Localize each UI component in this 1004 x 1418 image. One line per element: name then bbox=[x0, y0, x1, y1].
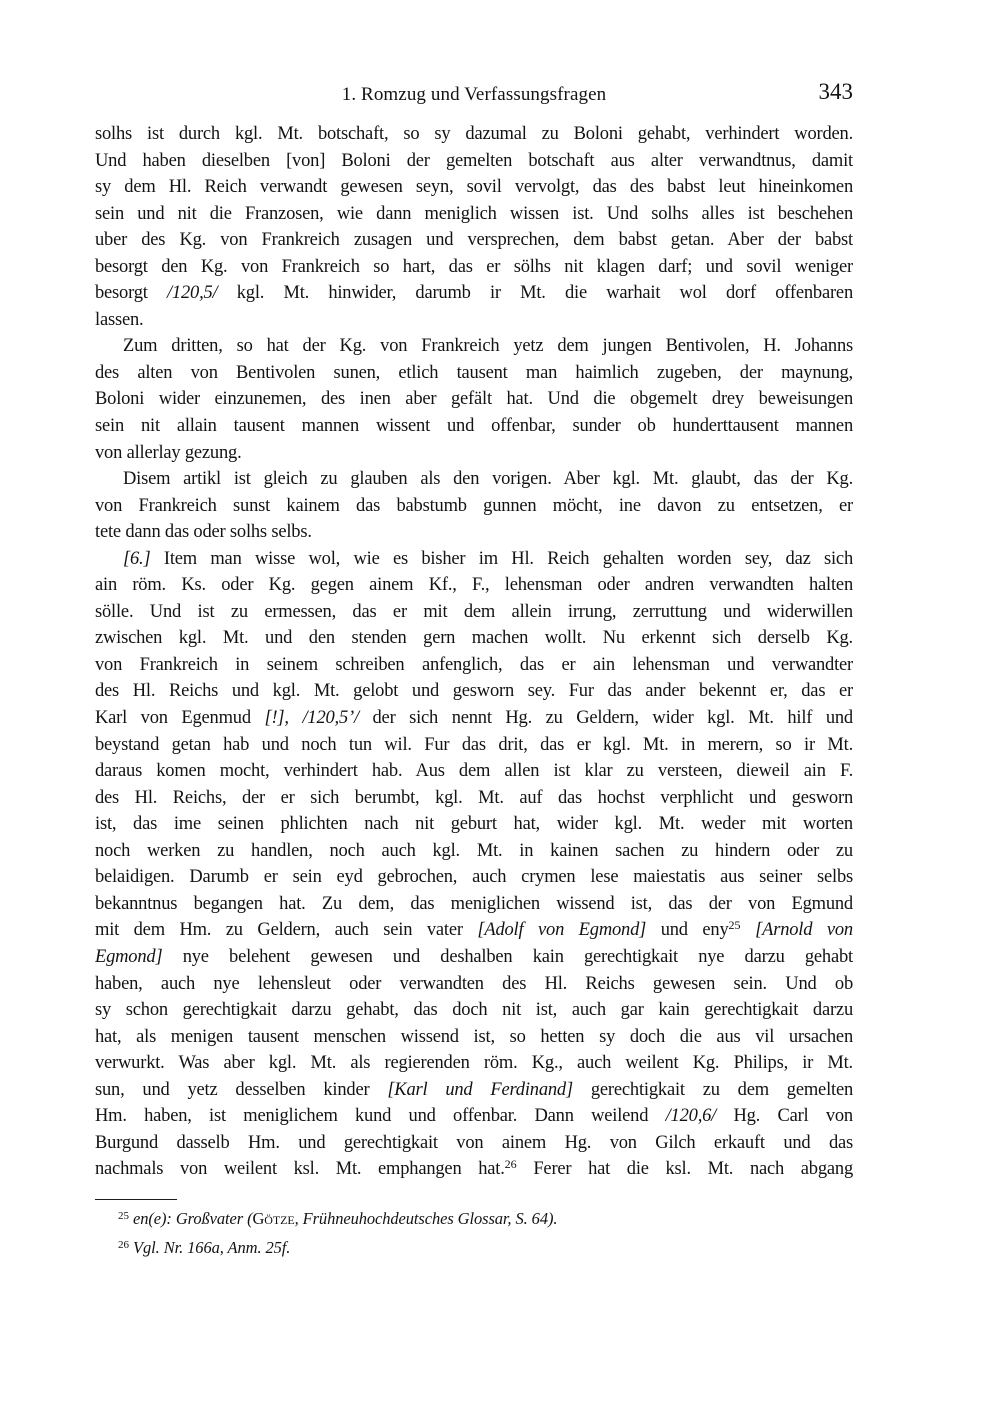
footnote-marker: 25 bbox=[118, 1210, 129, 1222]
text-run: nye belehent gewesen und deshalben kain gerechtigkait nye darzu gehabt bbox=[162, 946, 853, 967]
text-run: besorgt bbox=[95, 283, 167, 304]
text-run: Karl von Egenmud bbox=[95, 708, 265, 729]
running-header bbox=[95, 79, 853, 110]
text-run: nachmals von weilent ksl. Mt. emphangen hat. bbox=[95, 1159, 505, 1180]
text-run: belaidigen. Darumb er sein eyd gebrochen, auch crymen lese maiestatis aus seiner selbs bbox=[95, 867, 853, 888]
text-line bbox=[95, 148, 853, 175]
text-run: Boloni wider einzunemen, des inen aber gefält hat. Und die obgemelt drey beweisungen bbox=[95, 389, 853, 410]
text-line bbox=[95, 280, 853, 307]
text-line bbox=[95, 174, 853, 201]
text-line bbox=[95, 758, 853, 785]
text-line bbox=[95, 838, 853, 865]
footnote-reference: 25 bbox=[728, 918, 741, 933]
text-run: und eny bbox=[646, 920, 729, 941]
text-line bbox=[95, 678, 853, 705]
text-line bbox=[95, 917, 853, 944]
text-run: [6.] bbox=[123, 548, 151, 569]
footnote-section bbox=[95, 1199, 853, 1263]
text-run: Ferer hat die ksl. Mt. nach abgang bbox=[516, 1159, 853, 1180]
text-run: sy dem Hl. Reich verwandt gewesen seyn, sovil vervolgt, das des babst leut hineinkomen bbox=[95, 177, 853, 198]
paragraph bbox=[95, 121, 853, 333]
text-run: Zum dritten, so hat der Kg. von Frankreich yetz dem jungen Bentivolen, H. Johanns bbox=[123, 336, 853, 357]
text-line bbox=[95, 572, 853, 599]
text-run: lassen. bbox=[95, 309, 144, 330]
text-line bbox=[95, 705, 853, 732]
text-run: zwischen kgl. Mt. und den stenden gern machen wollt. Nu erkennt sich derselb Kg. bbox=[95, 628, 853, 649]
paragraph bbox=[95, 546, 853, 1183]
text-line bbox=[95, 519, 853, 546]
text-line bbox=[95, 1077, 853, 1104]
text-line bbox=[95, 413, 853, 440]
text-line bbox=[95, 466, 853, 493]
footnote-marker: 26 bbox=[118, 1238, 129, 1251]
text-run: besorgt den Kg. von Frankreich so hart, das er sölhs nit klagen darf; und sovil weniger bbox=[95, 256, 853, 277]
text-run: gerechtigkait zu dem gemelten bbox=[572, 1079, 853, 1100]
text-line bbox=[95, 944, 853, 971]
text-run: hat, als menigen tausent menschen wissend ist, so hetten sy doch die aus vil ursachen bbox=[95, 1026, 853, 1047]
text-line bbox=[95, 386, 853, 413]
text-run: sy schon gerechtigkait darzu gehabt, das doch nit ist, auch gar kain gerechtigkait darzu bbox=[95, 1000, 853, 1021]
text-run: der sich nennt Hg. zu Geldern, wider kgl. Mt. hilf und bbox=[358, 708, 853, 729]
text-run: sölle. Und ist zu ermessen, das er mit dem allein irrung, zerruttung und widerwillen bbox=[95, 601, 853, 622]
text-line bbox=[95, 333, 853, 360]
text-run: von Frankreich in seinem schreiben anfenglich, das er ain lehensman und verwandter bbox=[95, 654, 853, 675]
text-run: Götze bbox=[252, 1209, 295, 1228]
text-run: des Hl. Reichs, der er sich berumbt, kgl. Mt. auf das hochst verphlicht und gesworn bbox=[95, 787, 853, 808]
text-run: Hm. haben, ist meniglichem kund und offenbar. Dann weilend bbox=[95, 1106, 666, 1127]
text-run: mit dem Hm. zu Geldern, auch sein vater bbox=[95, 920, 478, 941]
text-run: tete dann das oder solhs selbs. bbox=[95, 522, 312, 543]
text-line bbox=[95, 599, 853, 626]
text-line bbox=[95, 493, 853, 520]
text-run: [Karl und Ferdinand] bbox=[387, 1079, 573, 1100]
text-run: [Arnold von bbox=[755, 920, 853, 941]
text-line bbox=[95, 1103, 853, 1130]
text-run: daraus komen mocht, verhindert hab. Aus dem allen ist klar zu versteen, dieweil ain F. bbox=[95, 761, 853, 782]
text-run: bekanntnus begangen hat. Zu dem, das meniglichen wissend ist, das der von Egmund bbox=[95, 893, 853, 914]
text-line bbox=[95, 1024, 853, 1051]
text-run: von Frankreich sunst kainem das babstumb gunnen möcht, ine davon zu entsetzen, er bbox=[95, 495, 853, 516]
text-line bbox=[95, 254, 853, 281]
text-run: noch werken zu handlen, noch auch kgl. Mt. in kainen sachen zu hindern oder zu bbox=[95, 840, 853, 861]
footnote bbox=[95, 1206, 853, 1235]
text-line bbox=[95, 440, 853, 467]
text-line bbox=[95, 997, 853, 1024]
footnote-separator-rule bbox=[95, 1199, 177, 1200]
text-run: kgl. Mt. hinwider, darumb ir Mt. die warhait wol dorf offenbaren bbox=[217, 283, 853, 304]
text-line bbox=[95, 785, 853, 812]
text-run: [!], bbox=[264, 708, 289, 729]
text-run bbox=[289, 708, 303, 728]
text-run: /120,6/ bbox=[665, 1106, 717, 1127]
text-line bbox=[95, 864, 853, 891]
footnote-list bbox=[95, 1206, 853, 1263]
footnote-reference: 26 bbox=[504, 1157, 517, 1172]
text-line bbox=[95, 201, 853, 228]
text-line bbox=[95, 307, 853, 334]
page-body bbox=[95, 121, 853, 1183]
text-run: ist, das ime seinen phlichten nach nit geburt hat, wider kgl. Mt. weder mit worten bbox=[95, 814, 853, 835]
text-run: des Hl. Reichs und kgl. Mt. gelobt und gesworn sey. Fur das ander bekennt er, das er bbox=[95, 681, 853, 702]
paragraph bbox=[95, 466, 853, 546]
page-number: 343 bbox=[818, 79, 853, 104]
text-run: solhs ist durch kgl. Mt. botschaft, so sy dazumal zu Boloni gehabt, verhindert worden. bbox=[95, 124, 853, 144]
text-run: sein und nit die Franzosen, wie dann meniglich wissen ist. Und solhs alles ist beschehen bbox=[95, 203, 853, 224]
text-run: haben, auch nye lehensleut oder verwandten des Hl. Reichs gewesen sein. Und ob bbox=[95, 973, 853, 994]
text-line bbox=[95, 227, 853, 254]
text-line bbox=[95, 1156, 853, 1183]
text-line bbox=[95, 891, 853, 918]
text-line bbox=[95, 1050, 853, 1077]
text-run: en(e): Großvater ( bbox=[133, 1209, 253, 1228]
text-run: verwurkt. Was aber kgl. Mt. als regierenden röm. Kg., auch weilent Kg. Philips, ir Mt. bbox=[95, 1053, 853, 1074]
text-run: uber des Kg. von Frankreich zusagen und versprechen, dem babst getan. Aber der babst bbox=[95, 230, 853, 251]
text-line bbox=[95, 652, 853, 679]
text-run: Und haben dieselben [von] Boloni der gemelten botschaft aus alter verwandtnus, damit bbox=[95, 150, 853, 171]
text-run: , Frühneuhochdeutsches Glossar, S. 64). bbox=[294, 1209, 558, 1228]
text-line bbox=[95, 625, 853, 652]
text-run: Disem artikl ist gleich zu glauben als den vorigen. Aber kgl. Mt. glaubt, das der Kg. bbox=[123, 469, 853, 490]
text-run: Egmond] bbox=[95, 946, 163, 967]
text-run: [Adolf von Egmond] bbox=[477, 920, 647, 941]
text-line bbox=[95, 360, 853, 387]
text-line bbox=[95, 971, 853, 998]
text-run: sun, und yetz desselben kinder bbox=[95, 1079, 388, 1100]
text-line bbox=[95, 732, 853, 759]
text-run: von allerlay gezung. bbox=[95, 442, 242, 463]
footnote bbox=[95, 1235, 853, 1264]
text-run: Hg. Carl von bbox=[716, 1106, 853, 1127]
text-run: Vgl. Nr. 166a, Anm. 25f. bbox=[133, 1237, 291, 1257]
paragraph bbox=[95, 333, 853, 466]
text-line bbox=[95, 1130, 853, 1157]
text-run: ain röm. Ks. oder Kg. gegen ainem Kf., F., lehensman oder andren verwandten halten bbox=[95, 575, 853, 596]
text-run: Burgund dasselb Hm. und gerechtigkait von ainem Hg. von Gilch erkauft und das bbox=[95, 1132, 853, 1153]
text-run: /120,5’/ bbox=[302, 708, 359, 729]
section-title: 1. Romzug und Verfassungsfragen bbox=[341, 84, 607, 105]
text-run: beystand getan hab und noch tun wil. Fur das drit, das er kgl. Mt. in merern, so ir Mt. bbox=[95, 734, 853, 755]
text-line bbox=[95, 546, 853, 573]
text-run bbox=[741, 920, 756, 940]
text-line bbox=[95, 121, 853, 148]
text-line bbox=[95, 811, 853, 838]
text-run: sein nit allain tausent mannen wissent und offenbar, sunder ob hunderttausent mannen bbox=[95, 416, 853, 437]
text-run: /120,5/ bbox=[166, 283, 218, 304]
text-run: des alten von Bentivolen sunen, etlich tausent man haimlich zugeben, der maynung, bbox=[95, 362, 853, 383]
text-run: Item man wisse wol, wie es bisher im Hl. Reich gehalten worden sey, daz sich bbox=[150, 548, 853, 569]
